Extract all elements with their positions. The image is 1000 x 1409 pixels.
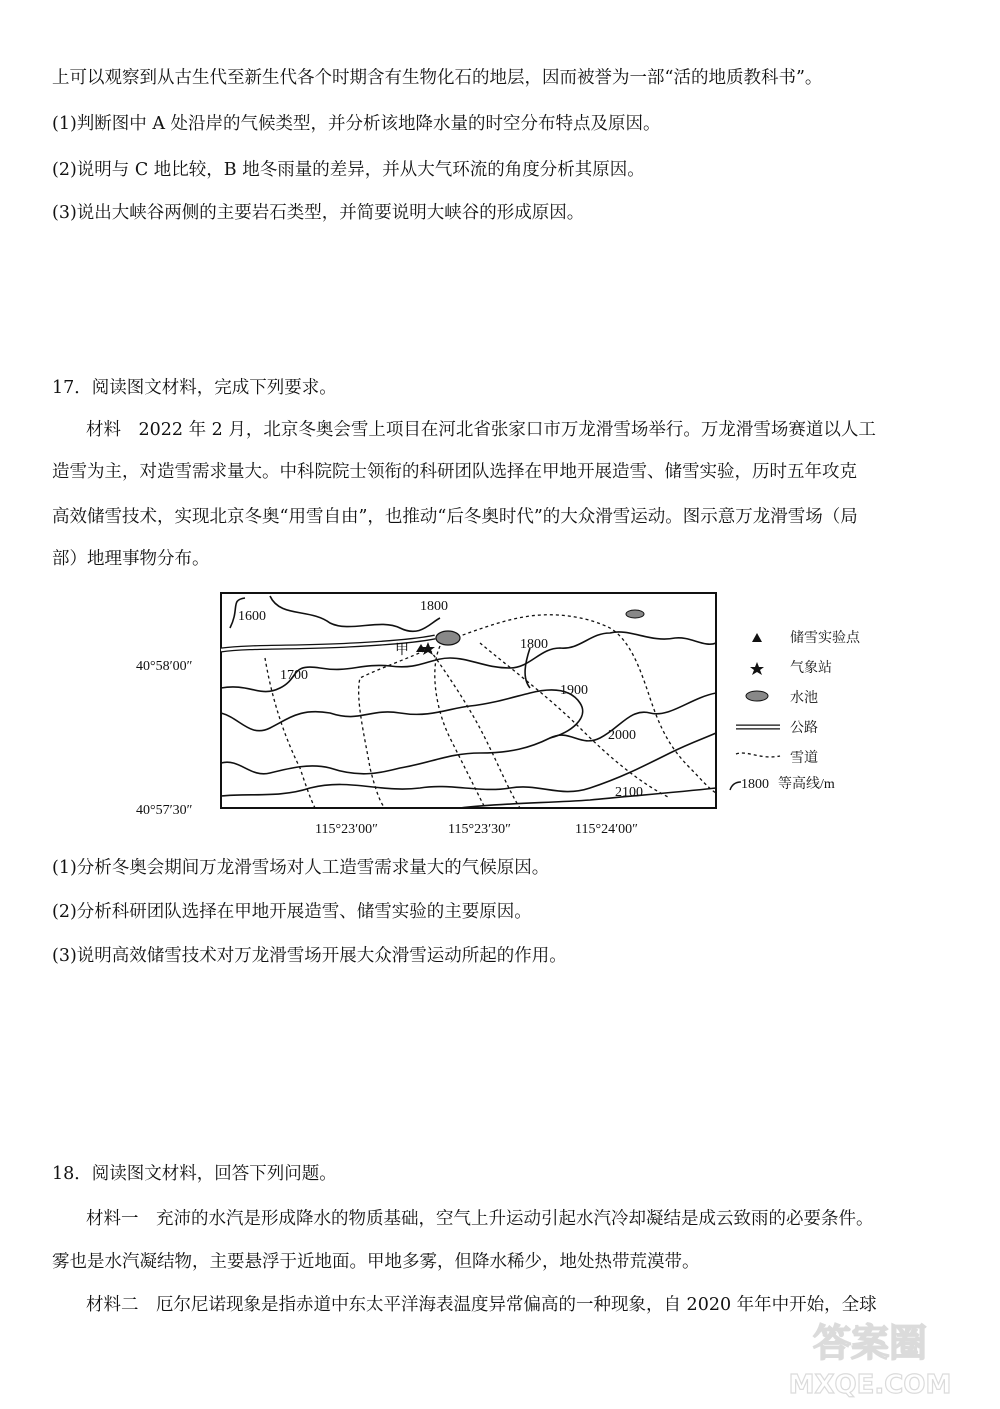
star-icon [750,662,764,675]
q16-intro-tail: 上可以观察到从古生代至新生代各个时期含有生物化石的地层，因而被誉为一部“活的地质教科书”。 [52,68,823,88]
longitude-label: 115°23′00″ [315,822,378,837]
legend-label: 等高线/m [778,777,835,792]
q18-heading: 18．阅读图文材料，回答下列问题。 [52,1164,337,1184]
triangle-icon [752,633,762,642]
pond [436,631,460,645]
contour-label: 1600 [238,609,266,624]
contour-label: 1700 [280,668,308,683]
q16-sub3: (3)说出大峡谷两侧的主要岩石类型，并简要说明大峡谷的形成原因。 [52,203,585,223]
contour-label: 1800 [420,599,448,614]
legend-label: 公路 [790,721,818,736]
dotted-line-icon [736,753,780,757]
q17-heading: 17．阅读图文材料，完成下列要求。 [52,378,337,398]
svg-text:MXQE.COM: MXQE.COM [788,1370,952,1400]
q17-material-line-2: 造雪为主，对造雪需求量大。中科院院士领衔的科研团队选择在甲地开展造雪、储雪实验，历时五年攻克 [52,462,857,482]
svg-text:答案圈: 答案圈 [812,1321,928,1365]
longitude-label: 115°23′30″ [448,822,511,837]
q17-material-line-1: 材料 2022 年 2 月，北京冬奥会雪上项目在河北省张家口市万龙滑雪场举行。万龙滑雪场赛道以人工 [86,420,876,440]
latitude-label: 40°58′00″ [136,659,193,674]
pond [626,610,644,618]
legend-label: 水池 [790,691,818,706]
pond-icon [746,691,768,701]
contour-label: 1800 [520,637,548,652]
ski-resort-map [130,588,870,838]
legend-sample-value: 1800 [741,777,769,792]
q18-material1-line-2: 雾也是水汽凝结物，主要悬浮于近地面。甲地多雾，但降水稀少，地处热带荒漠带。 [52,1252,700,1272]
legend-label: 气象站 [790,661,832,676]
contour-label: 1900 [560,683,588,698]
contour-label: 2000 [608,728,636,743]
map-frame [221,593,716,808]
contour-label: 2100 [615,785,643,800]
q18-material1-line-1: 材料一 充沛的水汽是形成降水的物质基础，空气上升运动引起水汽冷却凝结是成云致雨的必要条件。 [86,1209,874,1229]
q16-sub1: (1)判断图中 A 处沿岸的气候类型，并分析该地降水量的时空分布特点及原因。 [52,114,661,134]
latitude-label: 40°57′30″ [136,803,193,818]
contour-icon [730,782,741,790]
legend-label: 雪道 [790,751,818,766]
q18-material2-line-1: 材料二 厄尔尼诺现象是指赤道中东太平洋海表温度异常偏高的一种现象，自 2020 年年中开始，全球 [86,1295,877,1315]
q17-sub3: (3)说明高效储雪技术对万龙滑雪场开展大众滑雪运动所起的作用。 [52,946,567,966]
point-label-jia: 甲 [395,643,409,658]
q17-sub1: (1)分析冬奥会期间万龙滑雪场对人工造雪需求量大的气候原因。 [52,858,550,878]
watermark-logo [760,1311,980,1401]
legend-label: 储雪实验点 [790,631,860,646]
q16-sub2: (2)说明与 C 地比较，B 地冬雨量的差异，并从大气环流的角度分析其原因。 [52,160,645,180]
longitude-label: 115°24′00″ [575,822,638,837]
q17-material-line-4: 部）地理事物分布。 [52,549,210,569]
map-legend [730,629,861,792]
q17-sub2: (2)分析科研团队选择在甲地开展造雪、储雪实验的主要原因。 [52,902,532,922]
q17-material-line-3: 高效储雪技术，实现北京冬奥“用雪自由”，也推动“后冬奥时代”的大众滑雪运动。图示意万龙滑雪场（局 [52,507,858,527]
